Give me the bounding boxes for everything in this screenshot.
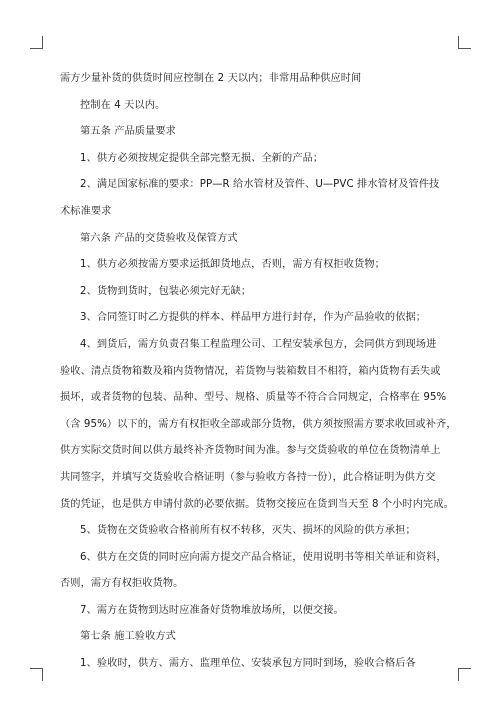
text-line: 第五条 产品质量要求: [80, 126, 176, 138]
text-line: 5、货物在交货验收合格前所有权不转移，灭失、损坏的风险的供方承担；: [80, 525, 416, 537]
crop-mark-bottom-right: [458, 668, 471, 681]
text-line: 损坏，或者货物的包装、品种、型号、规格、质量等不符合合同规定，合格率在 95%: [60, 392, 447, 404]
crop-mark-bottom-left: [30, 668, 43, 681]
text-line: （含 95%）以下的，需方有权拒收全部或部分货物，供方须按照需方要求收回或补齐，: [60, 418, 457, 430]
text-line: 控制在 4 天以内。: [80, 99, 166, 111]
crop-mark-top-left: [30, 36, 43, 49]
text-line: 1、验收时，供方、需方、监理单位、安装承包方同时到场，验收合格后各: [80, 658, 416, 670]
text-line: 6、供方在交货的同时应向需方提交产品合格证，使用说明书等相关单证和资料，: [80, 551, 447, 563]
document-body: [60, 66, 457, 678]
text-line: 共同签字，并填写交货验收合格证明（参与验收方各持一份），此合格证明为供方交: [60, 471, 436, 483]
text-line: 2、满足国家标准的要求：PP—R 给水管材及管件、U—PVC 排水管材及管件技: [80, 179, 440, 191]
text-line: 否则，需方有权拒收货物。: [60, 578, 184, 590]
text-line: 1、供方必须按需方要求运抵卸货地点，否则，需方有权拒收货物；: [80, 259, 385, 271]
text-line: 供方实际交货时间以供方最终补齐货物时间为准。参与交货验收的单位在货物清单上: [60, 445, 441, 457]
text-line: 货的凭证，也是供方申请付款的必要依据。货物交接应在货到当天至 8 个小时内完成。: [60, 498, 454, 510]
text-line: 1、供方必须按规定提供全部完整无损、全新的产品；: [80, 152, 324, 164]
text-line: 3、合同签订时乙方提供的样本、样品甲方进行封存，作为产品验收的依据；: [80, 312, 427, 324]
text-line: 验收、清点货物箱数及箱内货物情况，若货物与装箱数目不相符，箱内货物有丢失或: [60, 365, 441, 377]
crop-mark-top-right: [458, 36, 471, 49]
text-line: 术标准要求: [60, 205, 112, 217]
text-line: 2、货物到货时，包装必须完好无缺；: [80, 285, 252, 297]
text-line: 4、到货后，需方负责召集工程监理公司、工程安装承包方，会同供方到现场进: [80, 338, 437, 350]
text-line: 7、需方在货物到达时应准备好货物堆放场所，以便交接。: [80, 604, 344, 616]
text-line: 需方少量补货的供货时间应控制在 2 天以内；非常用品种供应时间: [60, 73, 362, 84]
text-line: 第七条 施工验收方式: [80, 631, 176, 643]
text-line: 第六条 产品的交货验收及保管方式: [80, 232, 238, 244]
